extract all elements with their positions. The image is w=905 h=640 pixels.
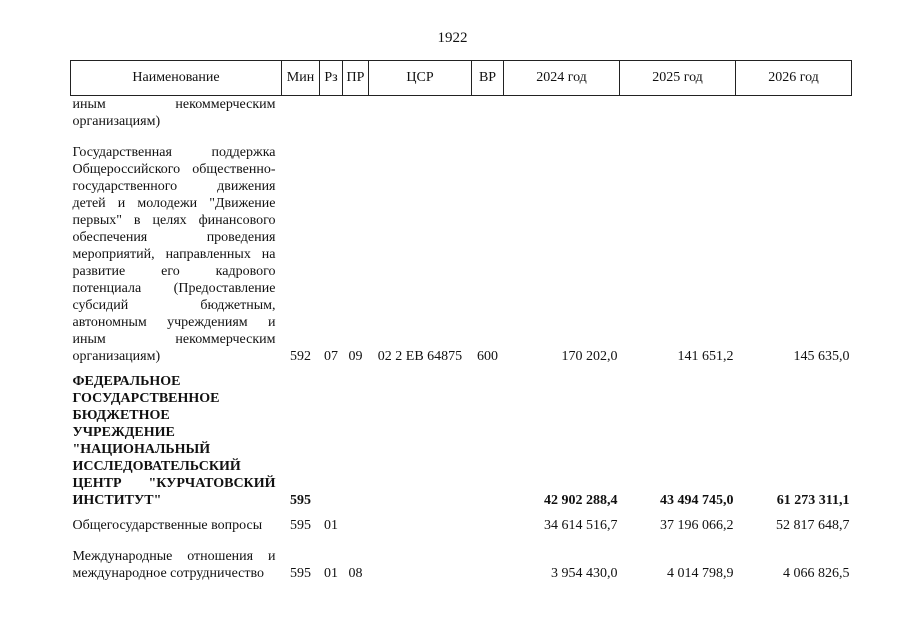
row-rz — [320, 365, 343, 509]
table-row — [71, 509, 852, 534]
row-2025 — [620, 96, 736, 131]
row-rz: 01 — [324, 518, 338, 533]
row-name: иным некоммерческим организациям) — [72, 97, 276, 129]
row-2025: 43 494 745,0 — [660, 493, 734, 508]
row-csr — [369, 534, 472, 582]
row-2024: 3 954 430,0 — [551, 566, 618, 581]
row-vr — [472, 365, 504, 509]
row-pr — [343, 365, 369, 509]
header-csr: ЦСР — [369, 61, 472, 96]
row-2026: 4 066 826,5 — [783, 566, 850, 581]
row-name: Государственная поддержка Общероссийского общественно-государственного движения детей и молодежи "Движение первых" в целях финансового обеспечения проведения мероприятий, направленных на развитие его кадрового потенциала (Предоставление субсидий бюджетным, автономным учреждениям и иным некоммерческим организациям) — [72, 145, 276, 364]
table-row — [71, 365, 852, 509]
header-2024: 2024 год — [504, 61, 620, 96]
table-row — [71, 130, 852, 365]
budget-table — [70, 60, 852, 582]
row-rz — [320, 96, 343, 131]
header-vr: ВР — [472, 61, 504, 96]
row-vr: 600 — [477, 349, 498, 364]
row-rz: 01 — [324, 566, 338, 581]
row-2026: 52 817 648,7 — [776, 518, 850, 533]
row-2024 — [504, 96, 620, 131]
header-rz: Рз — [320, 61, 343, 96]
table-header-row — [71, 61, 852, 96]
header-name: Наименование — [71, 61, 282, 96]
row-2026: 61 273 311,1 — [776, 493, 850, 508]
row-min: 592 — [290, 349, 311, 364]
row-csr — [369, 96, 472, 131]
row-min: 595 — [290, 493, 311, 508]
row-vr — [472, 96, 504, 131]
header-2026: 2026 год — [736, 61, 852, 96]
row-2025: 4 014 798,9 — [667, 566, 734, 581]
row-min: 595 — [290, 566, 311, 581]
row-2025: 141 651,2 — [677, 349, 734, 364]
row-name: Международные отношения и международное сотрудничество — [72, 549, 276, 581]
row-pr — [343, 96, 369, 131]
row-name: Общегосударственные вопросы — [72, 518, 263, 533]
row-pr: 09 — [348, 349, 363, 364]
row-pr — [343, 509, 369, 534]
row-pr: 08 — [348, 566, 363, 581]
table-row — [71, 534, 852, 582]
row-2024: 170 202,0 — [561, 349, 618, 364]
row-2024: 34 614 516,7 — [544, 518, 618, 533]
row-2025: 37 196 066,2 — [660, 518, 734, 533]
row-2024: 42 902 288,4 — [544, 493, 618, 508]
row-rz: 07 — [324, 349, 338, 364]
table-row — [71, 96, 852, 131]
row-csr — [369, 365, 472, 509]
header-pr: ПР — [343, 61, 369, 96]
row-csr: 02 2 ЕВ 64875 — [377, 349, 463, 364]
row-2026: 145 635,0 — [793, 349, 850, 364]
row-csr — [369, 509, 472, 534]
page-number: 1922 — [437, 30, 468, 46]
header-2025: 2025 год — [620, 61, 736, 96]
row-min: 595 — [290, 518, 311, 533]
row-min — [282, 96, 320, 131]
header-min: Мин — [282, 61, 320, 96]
row-2026 — [736, 96, 852, 131]
row-vr — [472, 534, 504, 582]
row-vr — [472, 509, 504, 534]
row-name: ФЕДЕРАЛЬНОЕ ГОСУДАРСТВЕННОЕ БЮДЖЕТНОЕ УЧРЕЖДЕНИЕ "НАЦИОНАЛЬНЫЙ ИССЛЕДОВАТЕЛЬСКИЙ ЦЕНТР "КУРЧАТОВСКИЙ ИНСТИТУТ" — [72, 374, 276, 508]
